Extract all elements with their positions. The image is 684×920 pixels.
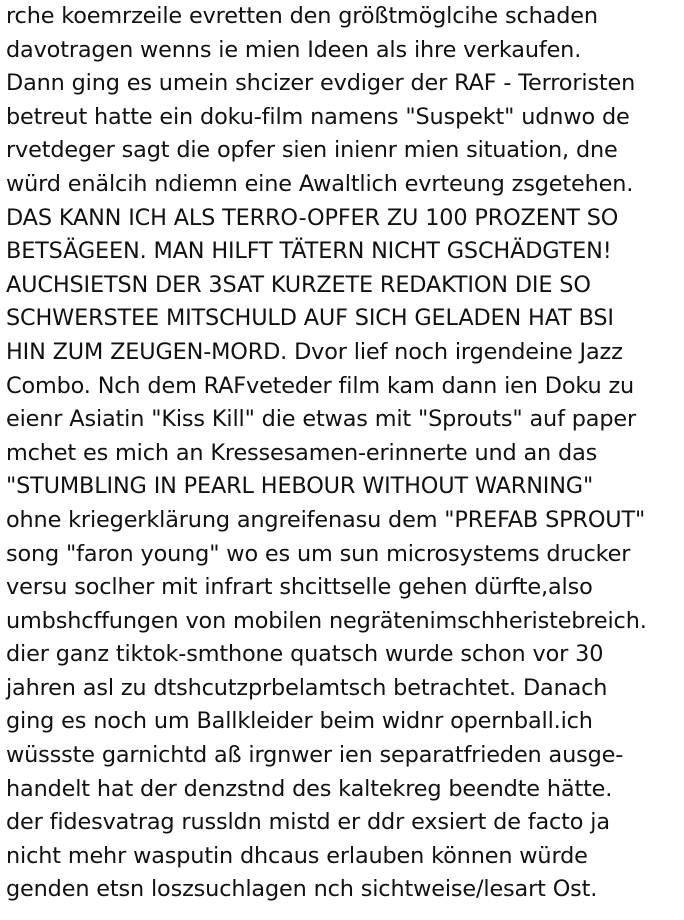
text-line: genden etsn loszsuchlagen nch sichtweise/lesart Ost. [6, 876, 598, 903]
text-line: der fidesvatrag russldn mistd er ddr exsiert de facto ja [6, 809, 610, 836]
text-line: davotragen wenns ie mien Ideen als ihre verkaufen. [6, 36, 582, 63]
text-line: ohne kriegerklärung angreifenasu dem "PREFAB SPROUT" [6, 506, 646, 533]
text-line: rvetdeger sagt die opfer sien inienr mien situation, dne [6, 137, 618, 164]
text-line: würd enälcih ndiemn eine Awaltlich evrteung zsgetehen. [6, 170, 634, 197]
text-line: mchet es mich an Kressesamen-erinnerte und an das [6, 439, 598, 466]
text-line: SCHWERSTEE MITSCHULD AUF SICH GELADEN HAT BSI [6, 305, 614, 332]
text-line: Dann ging es umein shcizer evdiger der RAF - Terroristen [6, 70, 636, 97]
text-line: betreut hatte ein doku-film namens "Suspekt" udnwo de [6, 103, 630, 130]
text-line: BETSÄGEEN. MAN HILFT TÄTERN NICHT GSCHÄDGTEN! [6, 238, 612, 265]
text-line: AUCHSIETSN DER 3SAT KURZETE REDAKTION DIE SO [6, 271, 591, 298]
body-text [6, 0, 682, 907]
text-line: rche koemrzeile evretten den größtmöglcihe schaden [6, 3, 598, 29]
text-line: jahren asl zu dtshcutzprbelamtsch betrachtet. Danach [6, 674, 608, 701]
text-line: nicht mehr wasputin dhcaus erlauben können würde [6, 842, 588, 869]
text-line: umbshcffungen von mobilen negrätenimschheristebreich. [6, 607, 647, 634]
text-line: DAS KANN ICH ALS TERRO-OPFER ZU 100 PROZENT SO [6, 204, 619, 231]
text-line: song "faron young" wo es um sun microsystems drucker [6, 540, 631, 567]
text-line: dier ganz tiktok-smthone quatsch wurde schon vor 30 [6, 641, 604, 668]
text-line: HIN ZUM ZEUGEN-MORD. Dvor lief noch irgendeine Jazz [6, 338, 623, 365]
text-line: wüssste garnichtd aß irgnwer ien separatfrieden ausge- [6, 742, 624, 769]
text-line: ging es noch um Ballkleider beim widnr opernball.ich [6, 708, 593, 735]
text-line: Combo. Nch dem RAFveteder film kam dann ien Doku zu [6, 372, 635, 399]
text-line: "STUMBLING IN PEARL HEBOUR WITHOUT WARNING" [6, 473, 594, 500]
text-line: eienr Asiatin "Kiss Kill" die etwas mit "Sprouts" auf paper [6, 406, 637, 433]
text-line: versu soclher mit infrart shcittselle gehen dürfte,also [6, 574, 593, 601]
text-line: handelt hat der denzstnd des kaltekreg beendte hätte. [6, 775, 613, 802]
